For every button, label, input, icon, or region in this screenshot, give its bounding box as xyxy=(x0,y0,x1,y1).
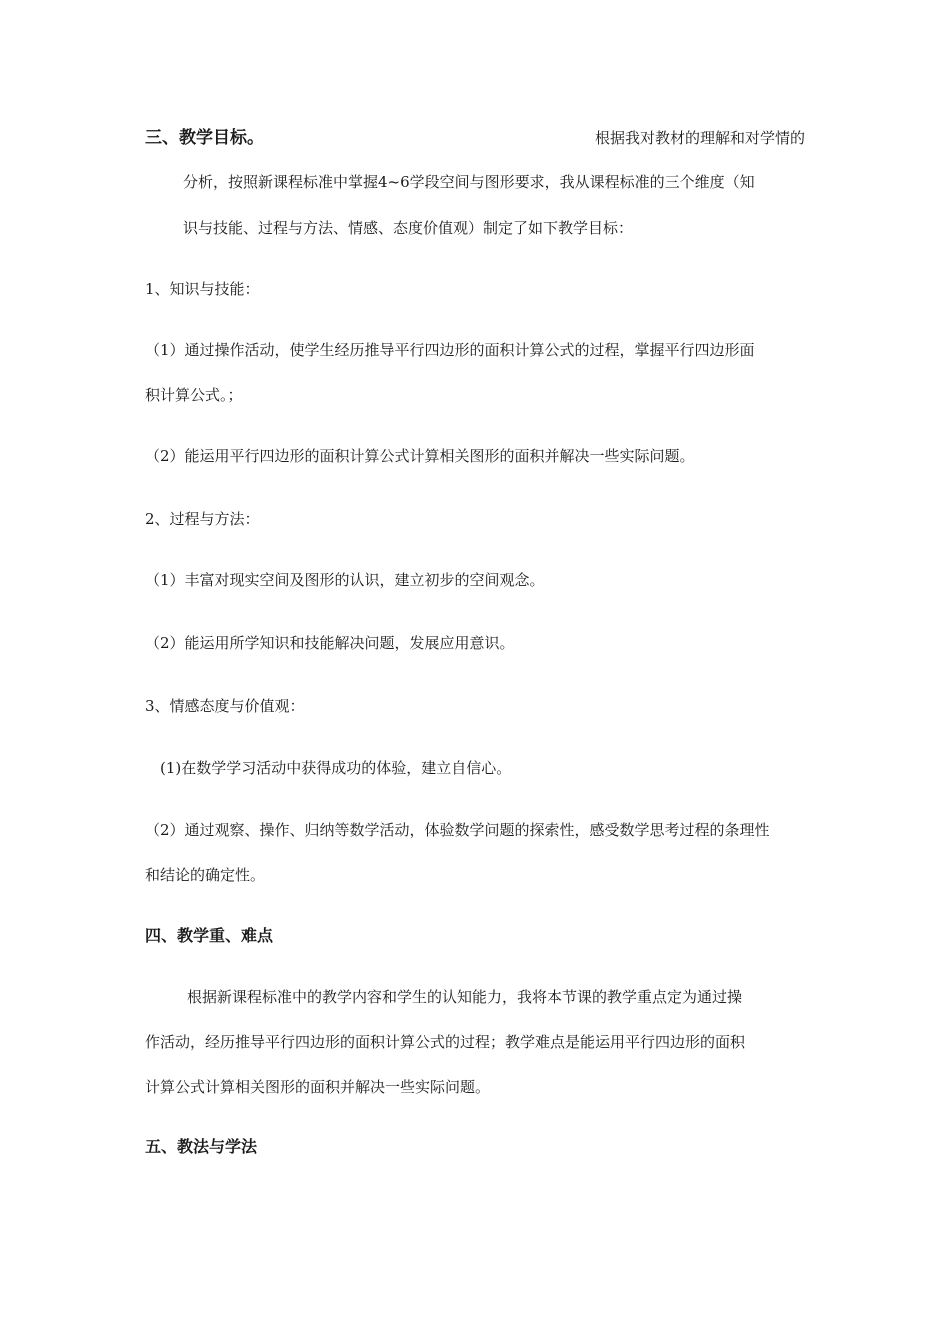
goal-3-title: 3、情感态度与价值观： xyxy=(145,697,305,715)
goal-3-item-2-line-1: （2）通过观察、操作、归纳等数学活动，体验数学问题的探索性，感受数学思考过程的条理性 xyxy=(145,821,770,839)
goal-2-title: 2、过程与方法： xyxy=(145,510,260,528)
goal-1-item-1-line-2: 积计算公式。； xyxy=(145,386,243,404)
section-3-heading: 三、教学目标。 xyxy=(145,128,264,148)
section-4-paragraph-line-2: 作活动，经历推导平行四边形的面积计算公式的过程；教学难点是能运用平行四边形的面积 xyxy=(145,1033,746,1051)
goal-1-title: 1、知识与技能： xyxy=(145,280,260,298)
goal-1-item-2: （2）能运用平行四边形的面积计算公式计算相关图形的面积并解决一些实际问题。 xyxy=(145,447,695,465)
section-3-intro-right: 根据我对教材的理解和对学情的 xyxy=(594,129,805,147)
goal-3-item-1: (1)在数学学习活动中获得成功的体验，建立自信心。 xyxy=(160,759,512,777)
section-3-intro-line-2: 分析，按照新课程标准中掌握4~6学段空间与图形要求，我从课程标准的三个维度（知 xyxy=(183,173,755,191)
section-3-intro-line-3: 识与技能、过程与方法、情感、态度价值观）制定了如下教学目标： xyxy=(183,219,634,237)
goal-1-item-1-line-1: （1）通过操作活动，使学生经历推导平行四边形的面积计算公式的过程，掌握平行四边形面 xyxy=(145,341,755,359)
goal-2-item-2: （2）能运用所学知识和技能解决问题，发展应用意识。 xyxy=(145,634,515,652)
goal-3-item-2-line-2: 和结论的确定性。 xyxy=(145,866,266,884)
section-5-heading: 五、教法与学法 xyxy=(145,1137,258,1156)
goal-2-item-1: （1）丰富对现实空间及图形的认识，建立初步的空间观念。 xyxy=(145,571,545,589)
section-4-heading: 四、教学重、难点 xyxy=(145,926,274,945)
section-4-paragraph-line-3: 计算公式计算相关图形的面积并解决一些实际问题。 xyxy=(145,1078,491,1096)
section-4-paragraph-line-1: 根据新课程标准中的教学内容和学生的认知能力，我将本节课的教学重点定为通过操 xyxy=(187,988,743,1006)
